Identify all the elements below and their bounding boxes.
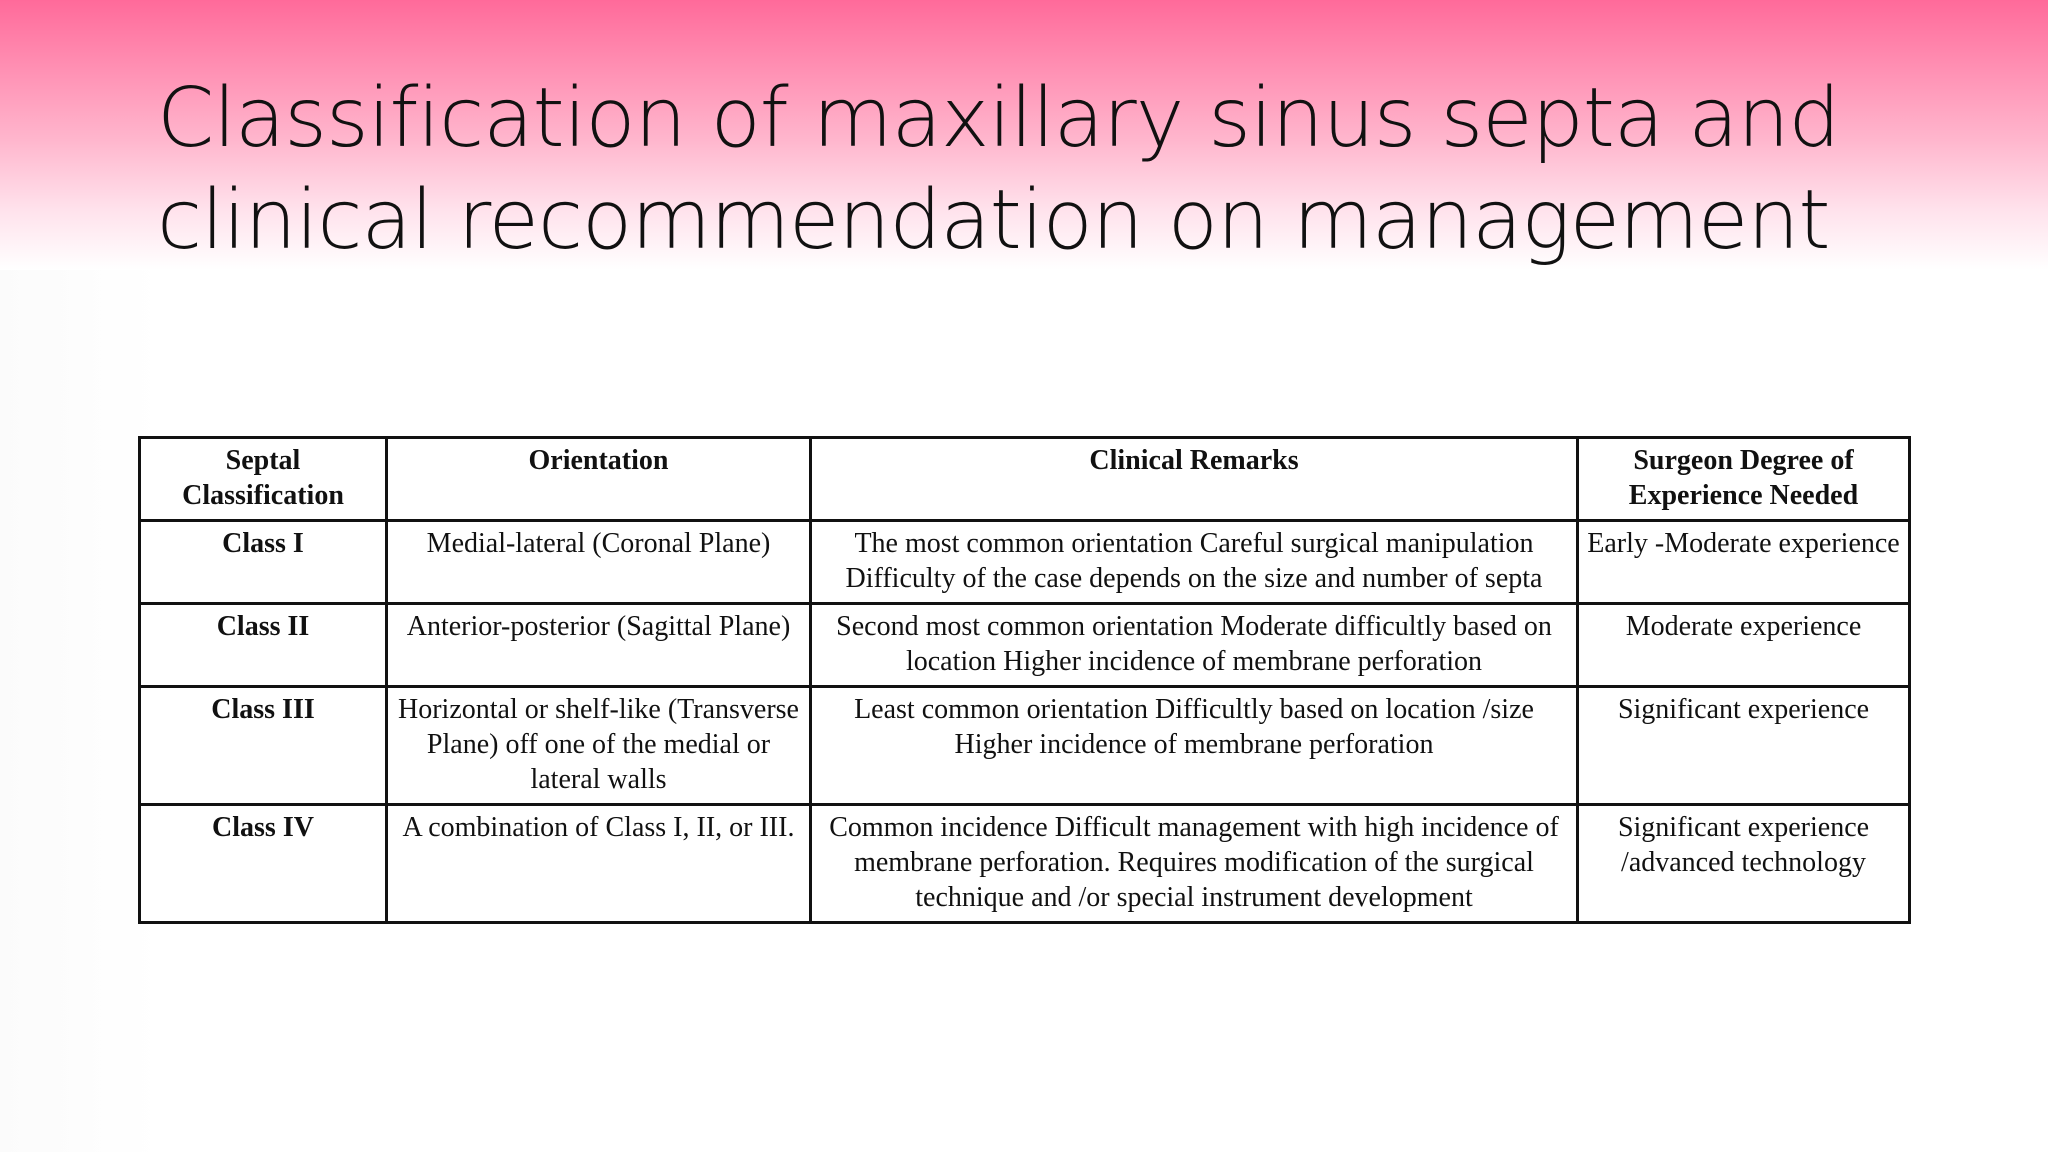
cell-experience: Significant experience: [1578, 687, 1910, 805]
septa-classification-table: [138, 436, 1911, 924]
septa-classification-table-container: [138, 436, 1908, 924]
header-orientation: Orientation: [387, 438, 811, 521]
cell-classification: Class II: [140, 604, 387, 687]
table-row: [140, 805, 1910, 923]
cell-orientation: Anterior-posterior (Sagittal Plane): [387, 604, 811, 687]
header-clinical-remarks: Clinical Remarks: [811, 438, 1578, 521]
table-row: [140, 687, 1910, 805]
cell-experience: Early -Moderate experience: [1578, 521, 1910, 604]
cell-experience: Moderate experience: [1578, 604, 1910, 687]
cell-classification: Class III: [140, 687, 387, 805]
cell-clinical-remarks: The most common orientation Careful surgical manipulation Difficulty of the case depends on the size and number of septa: [811, 521, 1578, 604]
table-header-row: [140, 438, 1910, 521]
table-row: [140, 521, 1910, 604]
cell-orientation: A combination of Class I, II, or III.: [387, 805, 811, 923]
cell-clinical-remarks: Common incidence Difficult management with high incidence of membrane perforation. Requires modification of the surgical technique and /or special instrument development: [811, 805, 1578, 923]
slide-title-line-1: Classification of maxillary sinus septa and: [157, 71, 1840, 166]
header-septal-classification: Septal Classification: [140, 438, 387, 521]
table-row: [140, 604, 1910, 687]
cell-classification: Class I: [140, 521, 387, 604]
header-surgeon-experience: Surgeon Degree of Experience Needed: [1578, 438, 1910, 521]
slide-title: [157, 68, 1957, 272]
cell-orientation: Medial-lateral (Coronal Plane): [387, 521, 811, 604]
cell-orientation: Horizontal or shelf-like (Transverse Plane) off one of the medial or lateral walls: [387, 687, 811, 805]
cell-experience: Significant experience /advanced technology: [1578, 805, 1910, 923]
cell-clinical-remarks: Least common orientation Difficultly based on location /size Higher incidence of membrane perforation: [811, 687, 1578, 805]
cell-classification: Class IV: [140, 805, 387, 923]
slide-title-line-2: clinical recommendation on management: [157, 173, 1830, 268]
cell-clinical-remarks: Second most common orientation Moderate difficultly based on location Higher incidence of membrane perforation: [811, 604, 1578, 687]
